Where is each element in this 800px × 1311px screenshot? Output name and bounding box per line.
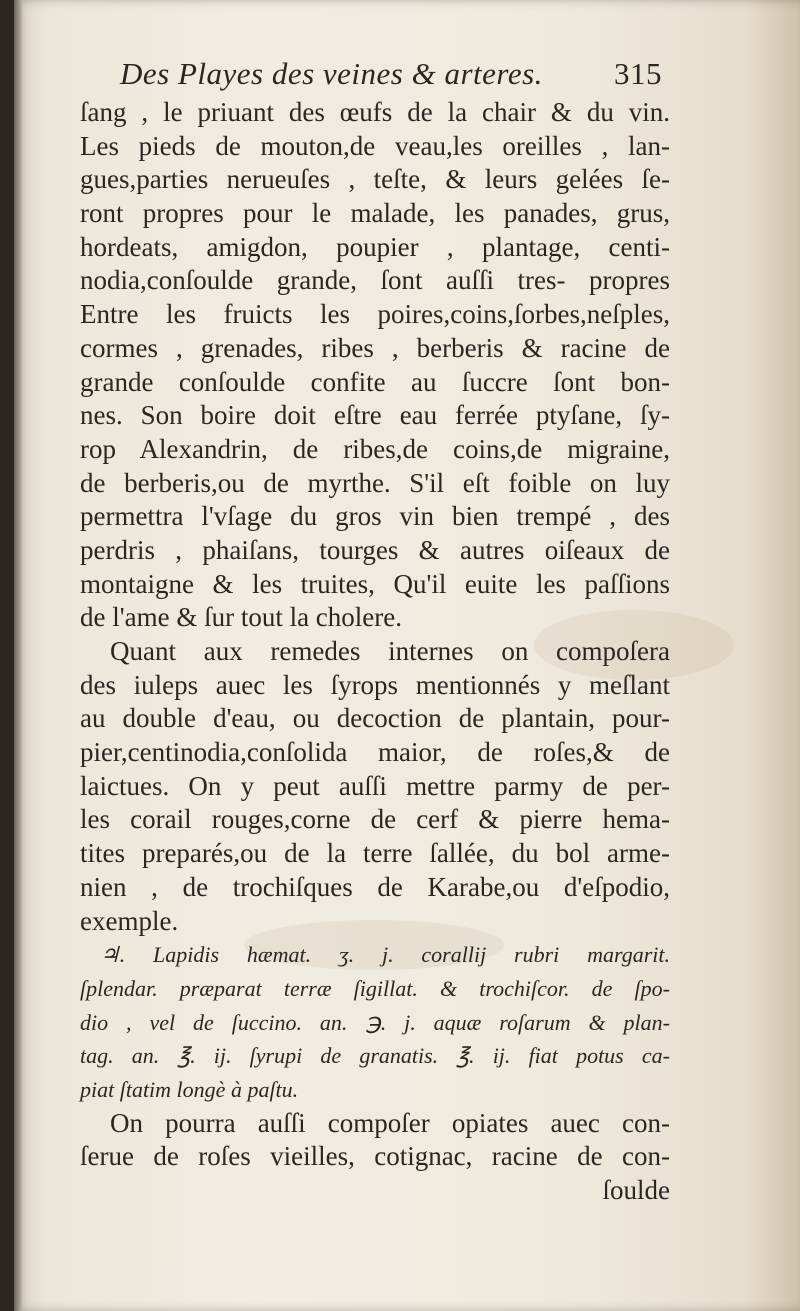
recipe-line: ♃. Lapidis hæmat. ʒ. j. corallij rubri margarit. [100,942,670,968]
text-line: hordeats, amigdon, poupier , plantage, centi- [80,231,670,262]
text-line: laictues. On y peut auſſi mettre parmy de per- [80,770,670,801]
text-line: les corail rouges,corne de cerf & pierre hema- [80,804,670,835]
recipe-line: piat ſtatim longè à paſtu. [80,1076,299,1102]
page-number: 315 [614,56,662,91]
text-line: ſang , le priuant des œufs de la chair & du vin. [80,97,670,127]
text-line: rop Alexandrin, de ribes,de coins,de migraine, [80,433,670,464]
recipe-line: dio , vel de ſuccino. an. ℈. j. aquæ roſarum & plan- [80,1009,670,1035]
text-line: pier,centinodia,conſolida maior, de roſes,& de [80,737,670,768]
text-line: au double d'eau, ou decoction de plantain, pour- [80,703,670,734]
text-line: cormes , grenades, ribes , berberis & racine de [80,332,670,363]
text-line: grande conſoulde confite au ſuccre ſont bon- [80,366,670,397]
text-line: des iuleps auec les ſyrops mentionnés y meſlant [80,669,670,700]
text-line: nodia,conſoulde grande, ſont auſſi tres- propres [80,265,670,296]
text-line: ſerue de roſes vieilles, cotignac, racine de con- [80,1141,670,1172]
text-line: permettra l'vſage du gros vin bien trempé , des [80,501,670,532]
recipe-line: ſplendar. præparat terræ ſigillat. & trochiſcor. de ſpo- [80,975,670,1001]
text-line: perdris , phaiſans, tourges & autres oiſeaux de [80,534,670,565]
text-line: nes. Son boire doit eſtre eau ferrée ptyſane, ſy- [80,400,670,431]
text-line: montaigne & les truites, Qu'il euite les paſſions [80,568,670,599]
text-line: Quant aux remedes internes on compoſera [110,636,670,666]
catchword: ſoulde [602,1175,670,1205]
text-line: gues,parties nerueuſes , teſte, & leurs gelées ſe- [80,164,670,195]
text-line: de l'ame & ſur tout la cholere. [80,602,402,633]
text-line: exemple. [80,905,179,936]
book-page [14,0,800,1311]
page-text-block [80,52,670,1208]
recipe-line: tag. an. ℥. ij. ſyrupi de granatis. ℥. ij. fiat potus ca- [80,1043,670,1069]
text-line: tites preparés,ou de la terre ſallée, du bol arme- [80,838,670,869]
text-line: ront propres pour le malade, les panades, grus, [80,198,670,229]
text-line: On pourra auſſi compoſer opiates auec con- [110,1107,670,1138]
page-gutter [14,0,22,1311]
text-line: Entre les fruicts les poires,coins,ſorbes,neſples, [80,299,670,330]
running-title: Des Playes des veines & arteres. [120,56,543,91]
text-line: Les pieds de mouton,de veau,les oreilles , lan- [80,130,670,161]
text-line: nien , de trochiſques de Karabe,ou d'eſpodio, [80,871,670,902]
text-line: de berberis,ou de myrthe. S'il eſt foible on luy [80,467,670,498]
running-header [80,52,670,96]
